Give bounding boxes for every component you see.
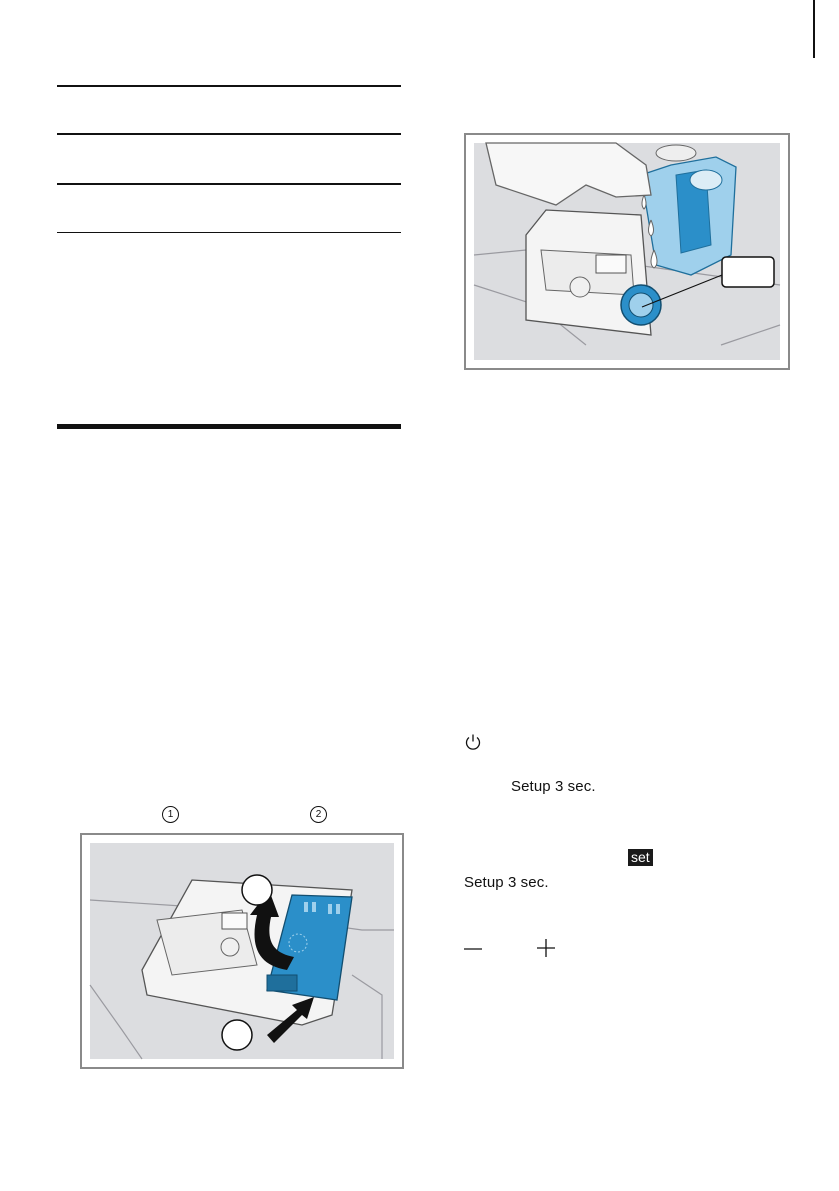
minus-icon <box>463 939 483 959</box>
figure-open-dispenser-art <box>82 835 402 1067</box>
power-icon <box>464 733 482 751</box>
table-rule-4 <box>57 232 401 233</box>
table-rule-3 <box>57 183 401 185</box>
section-rule <box>57 424 401 429</box>
crop-mark-right <box>813 0 815 58</box>
setup-label-2: Setup 3 sec. <box>464 874 549 891</box>
figure-open-dispenser <box>80 833 404 1069</box>
set-badge: set <box>628 849 653 866</box>
setup-label-1: Setup 3 sec. <box>511 778 596 795</box>
figure-fill-rinse-aid <box>464 133 790 370</box>
table-rule-2 <box>57 133 401 135</box>
plus-icon <box>536 938 556 958</box>
step-marker-1: 1 <box>162 806 179 823</box>
column-gap <box>324 84 327 234</box>
figure-fill-rinse-aid-art <box>466 135 788 368</box>
table-rule-1 <box>57 85 401 87</box>
step-marker-2: 2 <box>310 806 327 823</box>
